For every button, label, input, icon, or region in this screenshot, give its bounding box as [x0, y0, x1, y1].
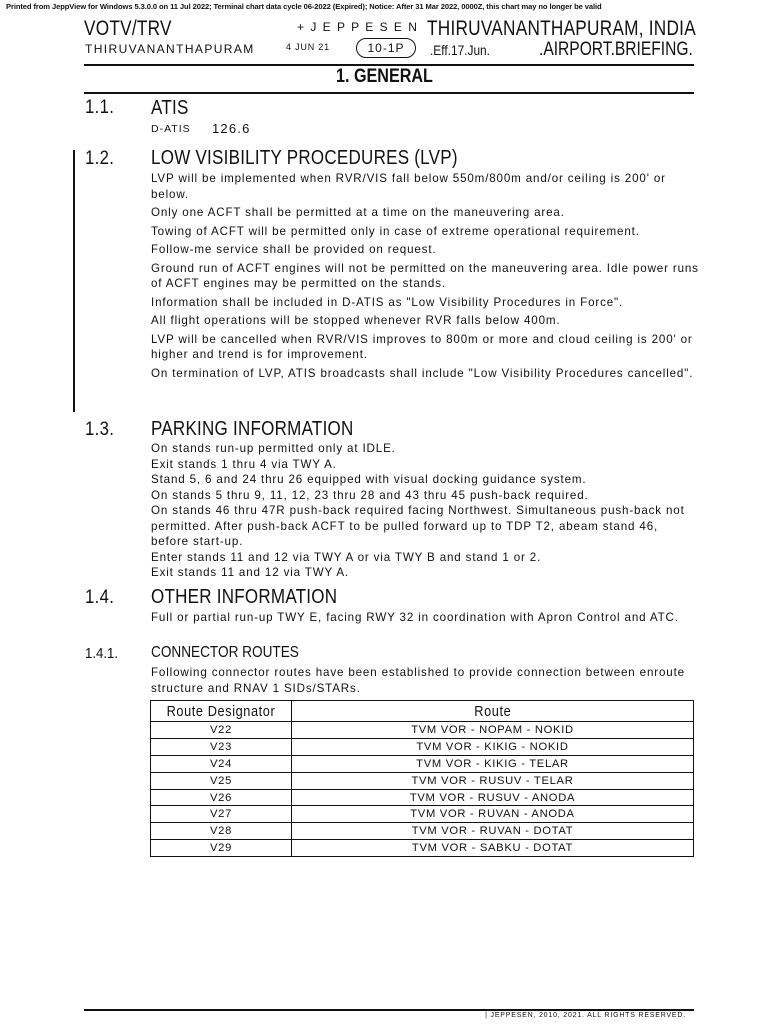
print-notice: Printed from JeppView for Windows 5.3.0.0 on 11 Jul 2022; Terminal chart data cycle 06-2022 (Expired); Notice: After 31 Mar 2022, 0000Z, this chart may no longer be valid: [6, 2, 602, 11]
chart-date: 4 JUN 21: [286, 42, 330, 52]
connector-routes-table: [150, 700, 694, 857]
lvp-paragraph: LVP will be cancelled when RVR/VIS improves to 800m or more and cloud ceiling is 200' or higher and trend is for improvement.: [151, 332, 693, 361]
route-designator: V26: [151, 789, 292, 806]
route-designator: V23: [151, 738, 292, 755]
section-title-parking: PARKING INFORMATION: [151, 418, 354, 440]
section-title-lvp: LOW VISIBILITY PROCEDURES (LVP): [151, 147, 458, 169]
route-path: TVM VOR - KIKIG - TELAR: [292, 755, 694, 772]
other-body: Full or partial run-up TWY E, facing RWY 32 in coordination with Apron Control and ATC.: [151, 611, 679, 624]
section-number-parking: 1.3.: [85, 419, 115, 440]
table-row: [151, 823, 694, 840]
subsection-number-connector: 1.4.1.: [85, 645, 119, 662]
revision-change-bar: [73, 150, 75, 412]
location-title: THIRUVANANTHAPURAM, INDIA: [427, 17, 696, 40]
lvp-paragraph: On termination of LVP, ATIS broadcasts shall include "Low Visibility Procedures cancelled".: [151, 366, 694, 380]
table-row: [151, 789, 694, 806]
parking-line: On stands 46 thru 47R push-back required facing Northwest. Simultaneous push-back not permitted. After push-back ACFT to be pulled forward up to TDP T2, abeam stand 46, before start-up.: [151, 504, 685, 548]
column-header-designator: Route Designator: [151, 701, 292, 722]
jeppesen-brand: + J E P P E S E N: [297, 20, 419, 34]
route-path: TVM VOR - KIKIG - NOKID: [292, 738, 694, 755]
route-designator: V28: [151, 823, 292, 840]
lvp-paragraph: Only one ACFT shall be permitted at a time on the maneuvering area.: [151, 206, 565, 219]
atis-label: D-ATIS: [151, 123, 191, 135]
connector-body: Following connector routes have been established to provide connection between enroute structure and RNAV 1 SIDs/STARs.: [151, 666, 685, 695]
parking-line: Stand 5, 6 and 24 thru 26 equipped with visual docking guidance system.: [151, 473, 587, 486]
parking-line: On stands run-up permitted only at IDLE.: [151, 442, 396, 455]
copyright-footer: | JEPPESEN, 2010, 2021. ALL RIGHTS RESERVED.: [485, 1012, 686, 1019]
lvp-paragraph: Towing of ACFT will be permitted only in case of extreme operational requirement.: [151, 224, 640, 238]
route-path: TVM VOR - SABKU - DOTAT: [292, 840, 694, 857]
route-path: TVM VOR - RUSUV - ANODA: [292, 789, 694, 806]
atis-frequency: 126.6: [212, 121, 251, 136]
lvp-body: [151, 171, 699, 384]
lvp-paragraph: Follow-me service shall be provided on request.: [151, 243, 437, 256]
route-designator: V25: [151, 772, 292, 789]
section-main-title: 1. GENERAL: [336, 66, 433, 87]
column-header-route: Route: [292, 701, 694, 722]
parking-line: Exit stands 1 thru 4 via TWY A.: [151, 457, 337, 471]
parking-line: On stands 5 thru 9, 11, 12, 23 thru 28 and 43 thru 45 push-back required.: [151, 488, 589, 502]
title-rule: [84, 92, 694, 94]
table-row: [151, 722, 694, 739]
table-row: [151, 806, 694, 823]
airport-city: THIRUVANANTHAPURAM: [85, 42, 255, 56]
section-title-atis: ATIS: [151, 97, 189, 119]
lvp-paragraph: Information shall be included in D-ATIS as "Low Visibility Procedures in Force".: [151, 295, 624, 309]
chart-number: 10-1P: [356, 38, 416, 58]
route-path: TVM VOR - RUVAN - DOTAT: [292, 823, 694, 840]
section-number-other: 1.4.: [85, 587, 115, 608]
table-row: [151, 840, 694, 857]
airport-code: VOTV/TRV: [84, 17, 172, 40]
subsection-title-connector: CONNECTOR ROUTES: [151, 644, 299, 661]
parking-body: [151, 441, 699, 581]
route-path: TVM VOR - RUVAN - ANODA: [292, 806, 694, 823]
route-designator: V24: [151, 755, 292, 772]
table-header-row: [151, 701, 694, 722]
chart-type: .AIRPORT.BRIEFING.: [539, 39, 693, 60]
lvp-paragraph: All flight operations will be stopped whenever RVR falls below 400m.: [151, 314, 561, 327]
lvp-paragraph: Ground run of ACFT engines will not be permitted on the maneuvering area. Idle power runs of ACFT engines may be permitted on the stands.: [151, 261, 699, 290]
lvp-paragraph: LVP will be implemented when RVR/VIS fall below 550m/800m and/or ceiling is 200' or below.: [151, 172, 666, 201]
parking-line: Enter stands 11 and 12 via TWY A or via TWY B and stand 1 or 2.: [151, 550, 542, 564]
route-designator: V27: [151, 806, 292, 823]
table-row: [151, 738, 694, 755]
section-number-atis: 1.1.: [85, 97, 115, 118]
route-designator: V22: [151, 722, 292, 739]
section-title-other: OTHER INFORMATION: [151, 586, 338, 608]
footer-rule: [84, 1009, 694, 1011]
route-designator: V29: [151, 840, 292, 857]
route-path: TVM VOR - RUSUV - TELAR: [292, 772, 694, 789]
effective-date: .Eff.17.Jun.: [430, 42, 490, 58]
section-number-lvp: 1.2.: [85, 148, 115, 169]
table-row: [151, 772, 694, 789]
parking-line: Exit stands 11 and 12 via TWY A.: [151, 566, 349, 579]
route-path: TVM VOR - NOPAM - NOKID: [292, 722, 694, 739]
table-row: [151, 755, 694, 772]
